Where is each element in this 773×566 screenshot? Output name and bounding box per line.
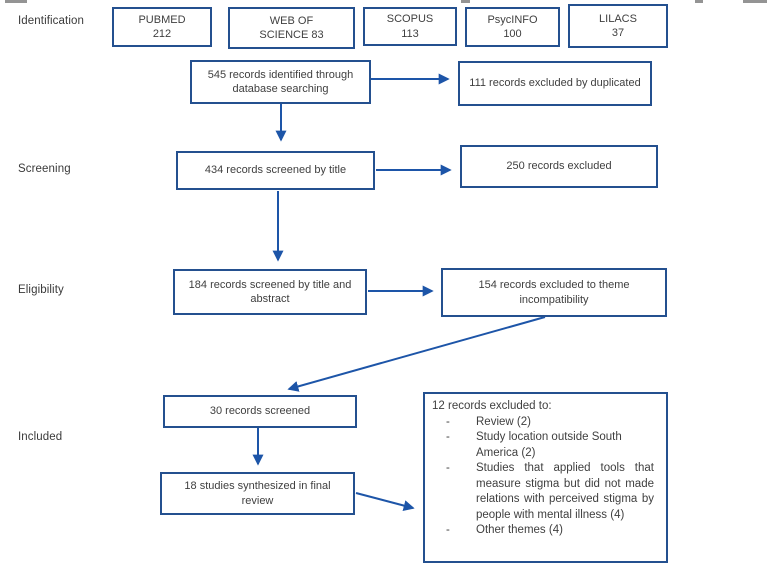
cropped-caption-fragment <box>695 0 703 3</box>
source-box-pubmed <box>112 7 212 47</box>
exclusion-bullet: - <box>446 415 450 428</box>
exclusion-bullet: - <box>446 431 450 443</box>
exclusion-item-text: Studies that applied tools that measure stigma but did not made relations with perceived stigma by people with mental illness (4) <box>476 462 654 521</box>
exclusion-item <box>432 415 654 431</box>
cropped-caption-fragment <box>5 0 27 3</box>
flow-box-title-excluded <box>460 145 658 188</box>
exclusion-item <box>432 430 654 461</box>
exclusion-item <box>432 523 654 539</box>
arrow-synthesized-to-excluded <box>356 493 413 508</box>
flow-box-theme-excluded <box>441 268 667 317</box>
flow-box-duplicates-excluded <box>458 61 652 106</box>
cropped-caption-fragment <box>743 0 767 3</box>
flow-box-text: 154 records excluded to theme incompatibility <box>478 279 630 306</box>
source-box-lilacs <box>568 4 668 48</box>
stage-label-included: Included <box>18 431 63 443</box>
flow-box-text: 545 records identified through database searching <box>207 68 354 95</box>
stage-label-eligibility: Eligibility <box>18 284 64 296</box>
source-name: PUBMED <box>138 13 186 26</box>
stage-label-screening: Screening <box>18 163 71 175</box>
exclusion-item-text: Study location outside South America (2) <box>476 431 622 459</box>
flow-box-synthesized <box>160 472 355 515</box>
flow-box-screened-by-title <box>176 151 375 190</box>
exclusion-item-text: Other themes (4) <box>476 524 563 536</box>
exclusion-detail-box <box>423 392 668 563</box>
source-count: SCIENCE 83 <box>259 29 324 41</box>
source-count: 113 <box>401 27 419 40</box>
source-box-scopus <box>363 7 457 46</box>
flow-box-text: 111 records excluded by duplicated <box>469 77 641 90</box>
flow-box-text: 250 records excluded <box>506 160 612 173</box>
source-name: SCOPUS <box>386 13 434 26</box>
exclusion-bullet: - <box>446 462 450 474</box>
source-name: WEB OF <box>269 14 314 27</box>
source-box-psycinfo <box>465 7 560 47</box>
flow-box-records-identified <box>190 60 371 104</box>
source-name: PsycINFO <box>487 13 538 26</box>
exclusion-bullet: - <box>446 524 450 536</box>
exclusion-item-text: Review (2) <box>476 415 531 428</box>
source-count: 212 <box>152 28 172 40</box>
flow-box-text: 18 studies synthesized in final review <box>184 480 331 507</box>
flow-box-text: 184 records screened by title and abstract <box>188 278 352 305</box>
stage-label-identification: Identification <box>18 15 84 27</box>
source-name: LILACS <box>599 12 637 25</box>
cropped-caption-fragment <box>461 0 470 3</box>
flow-box-text: 434 records screened by title <box>204 164 347 177</box>
source-count: 37 <box>611 27 625 39</box>
flow-box-text: 30 records screened <box>209 405 311 418</box>
exclusion-title: 12 records excluded to: <box>432 400 552 412</box>
flow-box-screened-title-abstract <box>173 269 367 315</box>
arrow-theme-to-screened <box>289 317 545 389</box>
source-box-web-of-science <box>228 7 355 49</box>
source-count: 100 <box>503 28 522 40</box>
exclusion-item <box>432 461 654 523</box>
flow-box-records-screened <box>163 395 357 428</box>
